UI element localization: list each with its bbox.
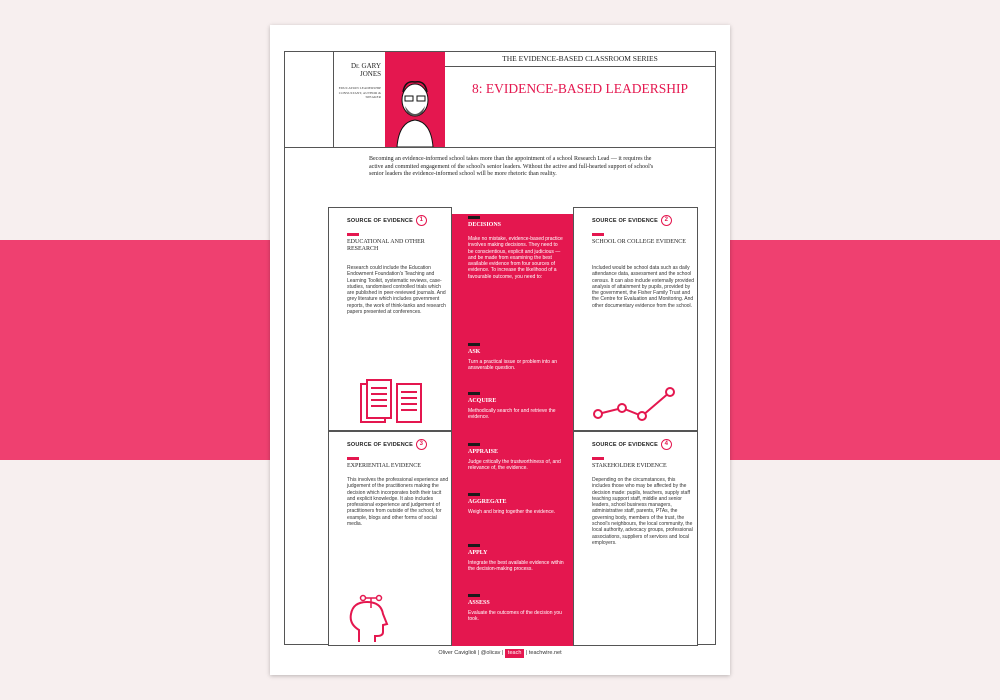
source-label: SOURCE OF EVIDENCE	[592, 217, 658, 224]
source-title: EDUCATIONAL AND OTHER RESEARCH	[347, 239, 425, 252]
black-marker	[468, 216, 480, 219]
source-heading	[592, 439, 672, 450]
source-number: 1	[416, 215, 427, 226]
source-body: Included would be school data such as daily attendance data, assessment and the school census. It can also include externally provided analysis of attainment by pupils, provided by the government, the Fisher Family Trust and the Centre for Evaluation and Monitoring. And other documentary evidence from the school.	[592, 265, 695, 309]
portrait-illustration-icon	[385, 52, 445, 147]
source-heading	[347, 215, 427, 226]
step-title-apply: APPLY	[468, 550, 488, 556]
step-title-ask: ASK	[468, 349, 481, 355]
source-section-3	[328, 431, 452, 646]
step-body-appraise: Judge critically the trustworthiness of, and relevance of, the evidence.	[468, 459, 561, 472]
source-label: SOURCE OF EVIDENCE	[347, 441, 413, 448]
page-title: 8: EVIDENCE-BASED LEADERSHIP	[472, 81, 688, 96]
source-label: SOURCE OF EVIDENCE	[347, 217, 413, 224]
source-body: This involves the professional experience and judgement of the practitioners making the decision which incorporates both their tacit and explicit knowledge. It also includes professional experience and judgement of practitioners from outside of the school, for example, blogs and other forms of social media.	[347, 477, 449, 528]
footer-credit: Oliver Caviglioli |	[438, 650, 480, 656]
source-section-2	[573, 207, 698, 431]
step-body-assess: Evaluate the outcomes of the decision you took.	[468, 610, 562, 623]
step-body-ask: Turn a practical issue or problem into an answerable question.	[468, 359, 558, 372]
documents-icon	[357, 378, 427, 428]
source-heading	[592, 215, 672, 226]
source-section-1	[328, 207, 452, 431]
source-section-4	[573, 431, 698, 646]
author-box	[333, 52, 385, 147]
footer-handle: @olicav |	[480, 650, 504, 656]
source-label: SOURCE OF EVIDENCE	[592, 441, 658, 448]
source-heading	[347, 439, 427, 450]
author-role: EDUCATION LEADERSHIP CONSULTANT, AUTHOR & SPEAKER	[338, 86, 381, 99]
step-body-aggregate: Weigh and bring together the evidence.	[468, 509, 556, 515]
footer	[284, 645, 716, 661]
footer-site: | teachwire.net	[525, 650, 562, 656]
decisions-title: DECISIONS	[468, 222, 502, 228]
step-body-apply: Integrate the best available evidence within the decision-making process.	[468, 560, 564, 573]
author-name: Dr. GARY JONES	[351, 62, 381, 78]
source-title: STAKEHOLDER EVIDENCE	[592, 463, 667, 469]
series-title: THE EVIDENCE-BASED CLASSROOM SERIES	[445, 52, 715, 67]
black-marker	[468, 343, 480, 346]
black-marker	[468, 493, 480, 496]
red-marker	[347, 233, 359, 236]
red-marker	[592, 233, 604, 236]
source-body: Depending on the circumstances, this includes those who may be affected by the decision made: pupils, teachers, supply staff teaching support staff, middle and senior leaders, school business managers, administrative staff, parents, PTAs, the governing body, members of the trust, the school's neighbours, the local community, the local authority, advocacy groups, professional associations, suppliers of services and local employers.	[592, 477, 693, 546]
black-marker	[468, 544, 480, 547]
red-marker	[592, 457, 604, 460]
infographic-frame	[284, 51, 716, 645]
intro-text: Becoming an evidence-informed school takes more than the appointment of a school Research Lead — it requires the active and commited engagement of the school's senior leaders. Without the active and full-hearted support of school's senior leaders the evidence-informed school will be more rhetoric than reality.	[369, 156, 654, 177]
source-number: 3	[416, 439, 427, 450]
head-thinking-icon	[345, 594, 395, 644]
line-graph-icon	[592, 384, 684, 424]
red-marker	[347, 457, 359, 460]
header	[285, 52, 715, 148]
decisions-column	[452, 214, 573, 646]
step-title-acquire: ACQUIRE	[468, 398, 497, 404]
infographic-sheet	[270, 25, 730, 675]
step-title-assess: ASSESS	[468, 600, 490, 606]
source-title: EXPERIENTIAL EVIDENCE	[347, 463, 421, 469]
black-marker	[468, 392, 480, 395]
step-title-appraise: APPRAISE	[468, 449, 499, 455]
decisions-body: Make no mistake, evidence-based practice involves making decisions. They need to be conscientious, explicit and judicious — and be made from examining the best available evidence from four sources of evidence. To increase the likelihood of a favourable outcome, you need to:	[468, 236, 563, 280]
source-number: 4	[661, 439, 672, 450]
step-title-aggregate: AGGREGATE	[468, 499, 507, 505]
footer-brand: teach	[505, 649, 524, 658]
black-marker	[468, 443, 480, 446]
source-number: 2	[661, 215, 672, 226]
step-body-acquire: Methodically search for and retrieve the evidence.	[468, 408, 556, 421]
source-body: Research could include the Education Endowment Foundation's Teaching and Learning Toolkit, systematic reviews, case-studies, randomised controlled trials which are published in peer-reviewed journals. And grey literature which includes government reports, the work of think-tanks and research papers presented at conferences.	[347, 265, 446, 316]
source-title: SCHOOL OR COLLEGE EVIDENCE	[592, 239, 686, 245]
author-portrait	[385, 52, 445, 147]
black-marker	[468, 594, 480, 597]
